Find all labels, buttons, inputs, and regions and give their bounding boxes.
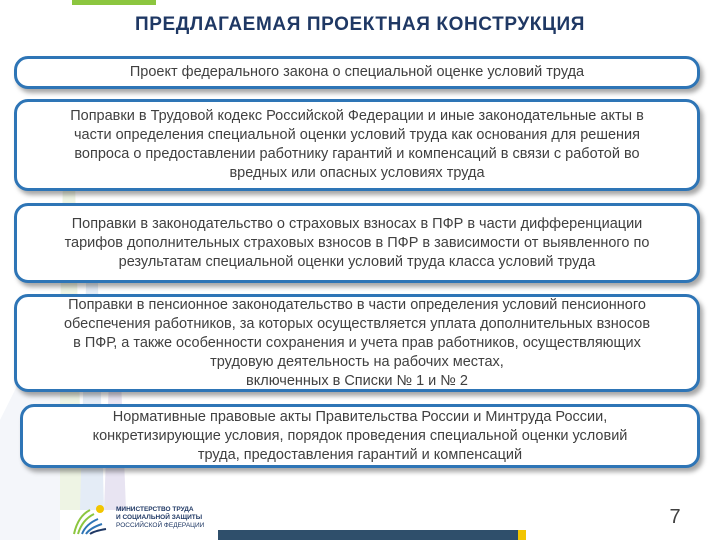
proposal-box-text: Поправки в пенсионное законодательство в части определения условий пенсионного обеспечения работников, за которых осуществляется уплата дополнительных взносов в ПФР, а также особенности сохранения и учета прав работников, осуществляющих трудовую деятельность на рабочих местах, включенных в Списки № 1 и № 2 — [63, 296, 651, 389]
proposal-box-pension — [14, 294, 700, 392]
org-line-3: РОССИЙСКОЙ ФЕДЕРАЦИИ — [116, 522, 205, 529]
slide-title: ПРЕДЛАГАЕМАЯ ПРОЕКТНАЯ КОНСТРУКЦИЯ — [134, 14, 585, 35]
proposal-box-insurance — [14, 203, 700, 283]
footer-bar — [218, 530, 518, 540]
proposal-box-text: Поправки в Трудовой кодекс Российской Федерации и иные законодательные акты в части определения специальной оценки условий труда как основания для решения вопроса о предоставлении работнику гарантий и компенсаций в связи с работой во вредных или опасных условиях труда — [70, 108, 644, 181]
proposal-box-text: Поправки в законодательство о страховых взносах в ПФР в части дифференциации тарифов дополнительных страховых взносов в ПФР в зависимости от выявленного по результатам специальной оценки условий труда класса условий труда — [64, 215, 650, 270]
ministry-name — [116, 506, 236, 530]
ministry-logo-icon — [72, 502, 110, 536]
org-line-2: И СОЦИАЛЬНОЙ ЗАЩИТЫ — [116, 514, 203, 521]
top-accent-bar — [72, 0, 156, 5]
proposal-box-text: Проект федерального закона о специальной оценке условий труда — [129, 64, 585, 80]
proposal-box-federal-law — [14, 56, 700, 89]
page-number: 7 — [669, 506, 681, 528]
proposal-box-text: Нормативные правовые акты Правительства России и Минтруда России, конкретизирующие условия, порядок проведения специальной оценки условий труда, предоставления гарантий и компенсаций — [92, 408, 628, 463]
footer-accent — [518, 530, 526, 540]
org-line-1: МИНИСТЕРСТВО ТРУДА — [116, 506, 194, 513]
proposal-box-normative-acts — [20, 404, 700, 468]
proposal-box-labor-code — [14, 99, 700, 191]
